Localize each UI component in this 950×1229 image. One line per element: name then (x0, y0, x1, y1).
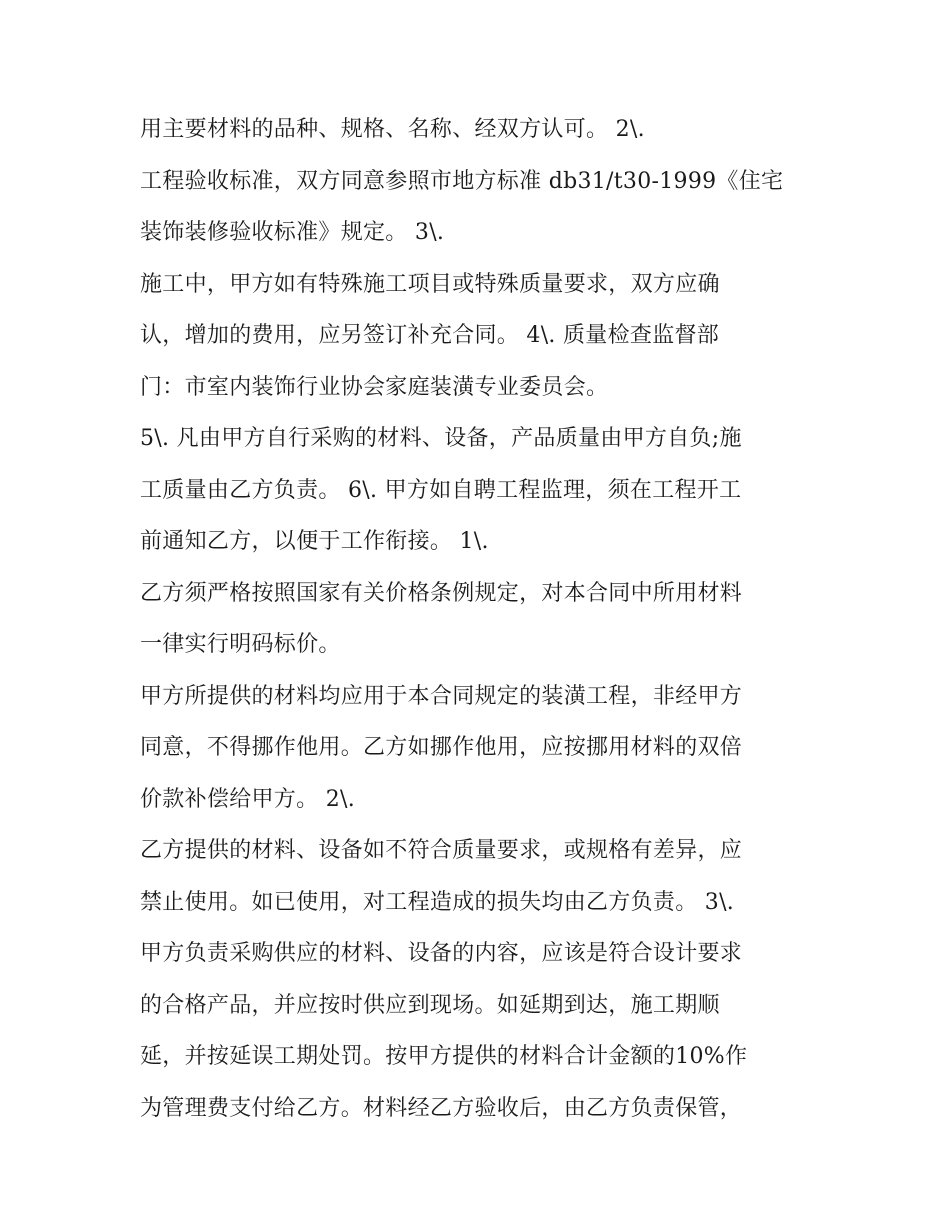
text-line: 施工中，甲方如有特殊施工项目或特殊质量要求，双方应确 (140, 271, 720, 297)
text-line: 的合格产品，并应按时供应到现场。如延期到达，施工期顺 (140, 992, 720, 1018)
text-line: 甲方所提供的材料均应用于本合同规定的装潢工程，非经甲方 (140, 683, 743, 709)
text-line: 乙方须严格按照国家有关价格条例规定，对本合同中所用材料 (140, 580, 743, 606)
text-line: 延，并按延误工期处罚。按甲方提供的材料合计金额的10%作 (140, 1044, 748, 1069)
text-line: 工程验收标准，双方同意参照市地方标准 db31/t30-1999《住宅 (140, 168, 784, 194)
text-line: 门：市室内装饰行业协会家庭装潢专业委员会。 (140, 374, 609, 400)
text-line: 甲方负责采购供应的材料、设备的内容，应该是符合设计要求 (140, 941, 743, 966)
text-line: 装饰装修验收标准》规定。 3\. (140, 220, 445, 245)
text-line: 禁止使用。如已使用，对工程造成的损失均由乙方负责。 3\. (140, 889, 735, 915)
text-line: 工质量由乙方负责。 6\. 甲方如自聘工程监理，须在工程开工 (140, 477, 742, 503)
contract-text-body (140, 104, 820, 1134)
text-line: 用主要材料的品种、规格、名称、经双方认可。 2\. (140, 117, 645, 142)
text-line: 乙方提供的材料、设备如不符合质量要求，或规格有差异，应 (140, 838, 743, 863)
text-line: 为管理费支付给乙方。材料经乙方验收后，由乙方负责保管， (140, 1095, 743, 1121)
text-line: 前通知乙方，以便于工作衔接。 1\. (140, 529, 489, 554)
text-line: 同意，不得挪作他用。乙方如挪作他用，应按挪用材料的双倍 (140, 735, 743, 760)
text-line: 5\. 凡由甲方自行采购的材料、设备，产品质量由甲方自负;施 (140, 426, 742, 451)
text-line: 认，增加的费用，应另签订补充合同。 4\. 质量检查监督部 (140, 323, 720, 348)
text-line: 价款补偿给甲方。 2\. (140, 786, 355, 812)
text-line: 一律实行明码标价。 (140, 632, 341, 657)
